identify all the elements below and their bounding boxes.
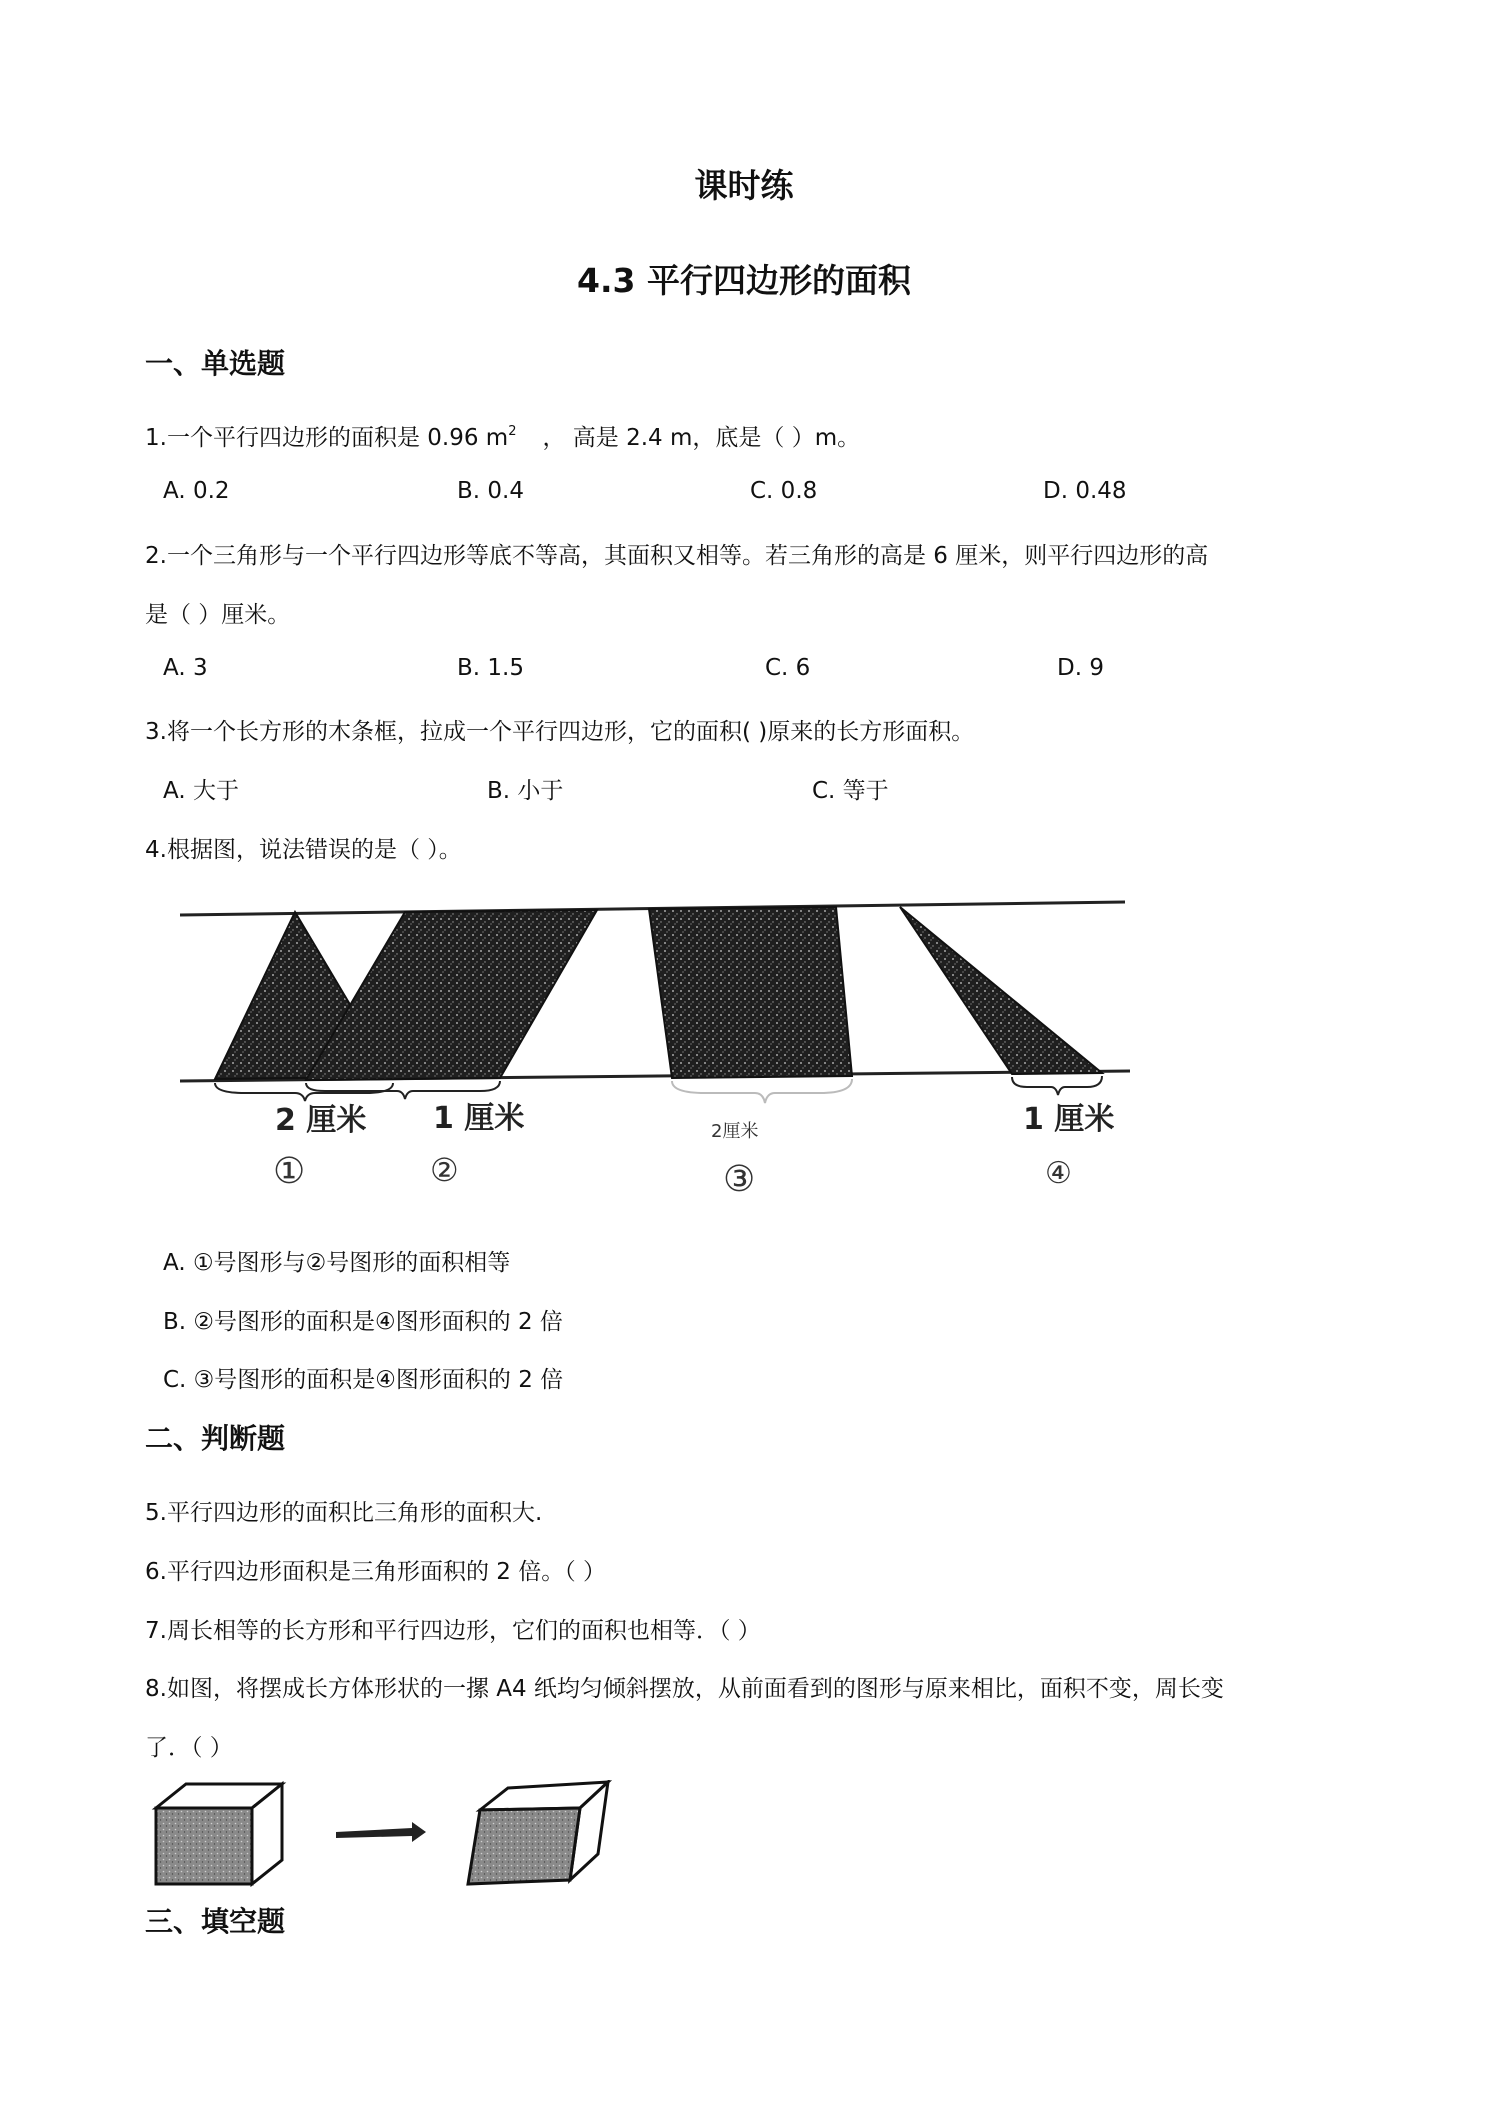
question-4-figure — [175, 885, 1140, 1215]
question-1-option-c[interactable]: C. 0.8 — [750, 478, 818, 504]
question-2-line-2: 是（ ）厘米。 — [145, 602, 291, 628]
question-4-option-c[interactable]: C. ③号图形的面积是④图形面积的 2 倍 — [163, 1367, 564, 1393]
figure-number-2: ② — [430, 1151, 459, 1189]
question-4-option-a[interactable]: A. ①号图形与②号图形的面积相等 — [163, 1250, 511, 1276]
figure-number-4: ④ — [1045, 1156, 1072, 1191]
figure-number-1: ① — [273, 1151, 306, 1192]
question-2-option-d[interactable]: D. 9 — [1057, 655, 1104, 681]
question-4: 4.根据图，说法错误的是（ ）。 — [145, 837, 462, 863]
figure-label-1: 2 厘米 — [275, 1103, 367, 1138]
cuboid-stack — [156, 1784, 282, 1884]
figure-label-4: 1 厘米 — [1023, 1102, 1115, 1137]
brace-4 — [1012, 1076, 1102, 1095]
brace-2 — [306, 1081, 500, 1099]
question-2-option-b[interactable]: B. 1.5 — [457, 655, 524, 681]
figure-label-3: 2厘米 — [711, 1121, 759, 1142]
question-3-option-a[interactable]: A. 大于 — [163, 778, 239, 804]
figure-label-2: 1 厘米 — [433, 1101, 525, 1136]
question-1-text-end: ， 高是 2.4 m，底是（ ）m。 — [542, 425, 861, 451]
figure-number-3: ③ — [723, 1159, 756, 1200]
shape-3-quadrilateral — [649, 907, 852, 1078]
shape-4-triangle — [900, 907, 1102, 1074]
page-title: 课时练 — [694, 166, 794, 205]
question-1-text: 1.一个平行四边形的面积是 0.96 m — [145, 425, 509, 451]
question-4-option-b[interactable]: B. ②号图形的面积是④图形面积的 2 倍 — [163, 1309, 563, 1335]
question-1-option-a[interactable]: A. 0.2 — [163, 478, 230, 504]
brace-3 — [672, 1079, 852, 1103]
slanted-stack — [468, 1782, 608, 1884]
section-heading-fill-blank: 三、填空题 — [145, 1905, 286, 1938]
question-1-superscript: 2 — [508, 424, 517, 439]
shape-2-parallelogram — [306, 910, 597, 1080]
question-8-figure — [150, 1780, 620, 1890]
question-3-option-c[interactable]: C. 等于 — [812, 778, 889, 804]
question-5: 5.平行四边形的面积比三角形的面积大. — [145, 1500, 543, 1526]
question-3-option-b[interactable]: B. 小于 — [487, 778, 564, 804]
question-6: 6.平行四边形面积是三角形面积的 2 倍。（ ） — [145, 1559, 607, 1585]
question-1-option-d[interactable]: D. 0.48 — [1043, 478, 1127, 504]
question-2-option-c[interactable]: C. 6 — [765, 655, 811, 681]
page-subtitle: 4.3 平行四边形的面积 — [577, 261, 911, 300]
question-2-option-a[interactable]: A. 3 — [163, 655, 208, 681]
question-1 — [145, 419, 860, 452]
question-1-option-b[interactable]: B. 0.4 — [457, 478, 524, 504]
question-8-line-2: 了．（ ） — [145, 1735, 233, 1761]
arrow-icon — [336, 1822, 426, 1842]
question-7: 7.周长相等的长方形和平行四边形，它们的面积也相等．（ ） — [145, 1618, 761, 1644]
question-8-line-1: 8.如图，将摆成长方体形状的一摞 A4 纸均匀倾斜摆放，从前面看到的图形与原来相比，面积不变，周长变 — [145, 1676, 1224, 1702]
question-2-line-1: 2.一个三角形与一个平行四边形等底不等高，其面积又相等。若三角形的高是 6 厘米，则平行四边形的高 — [145, 543, 1209, 569]
section-heading-true-false: 二、判断题 — [145, 1422, 286, 1455]
section-heading-single-choice: 一、单选题 — [145, 347, 286, 380]
question-3: 3.将一个长方形的木条框，拉成一个平行四边形，它的面积( )原来的长方形面积。 — [145, 719, 975, 745]
